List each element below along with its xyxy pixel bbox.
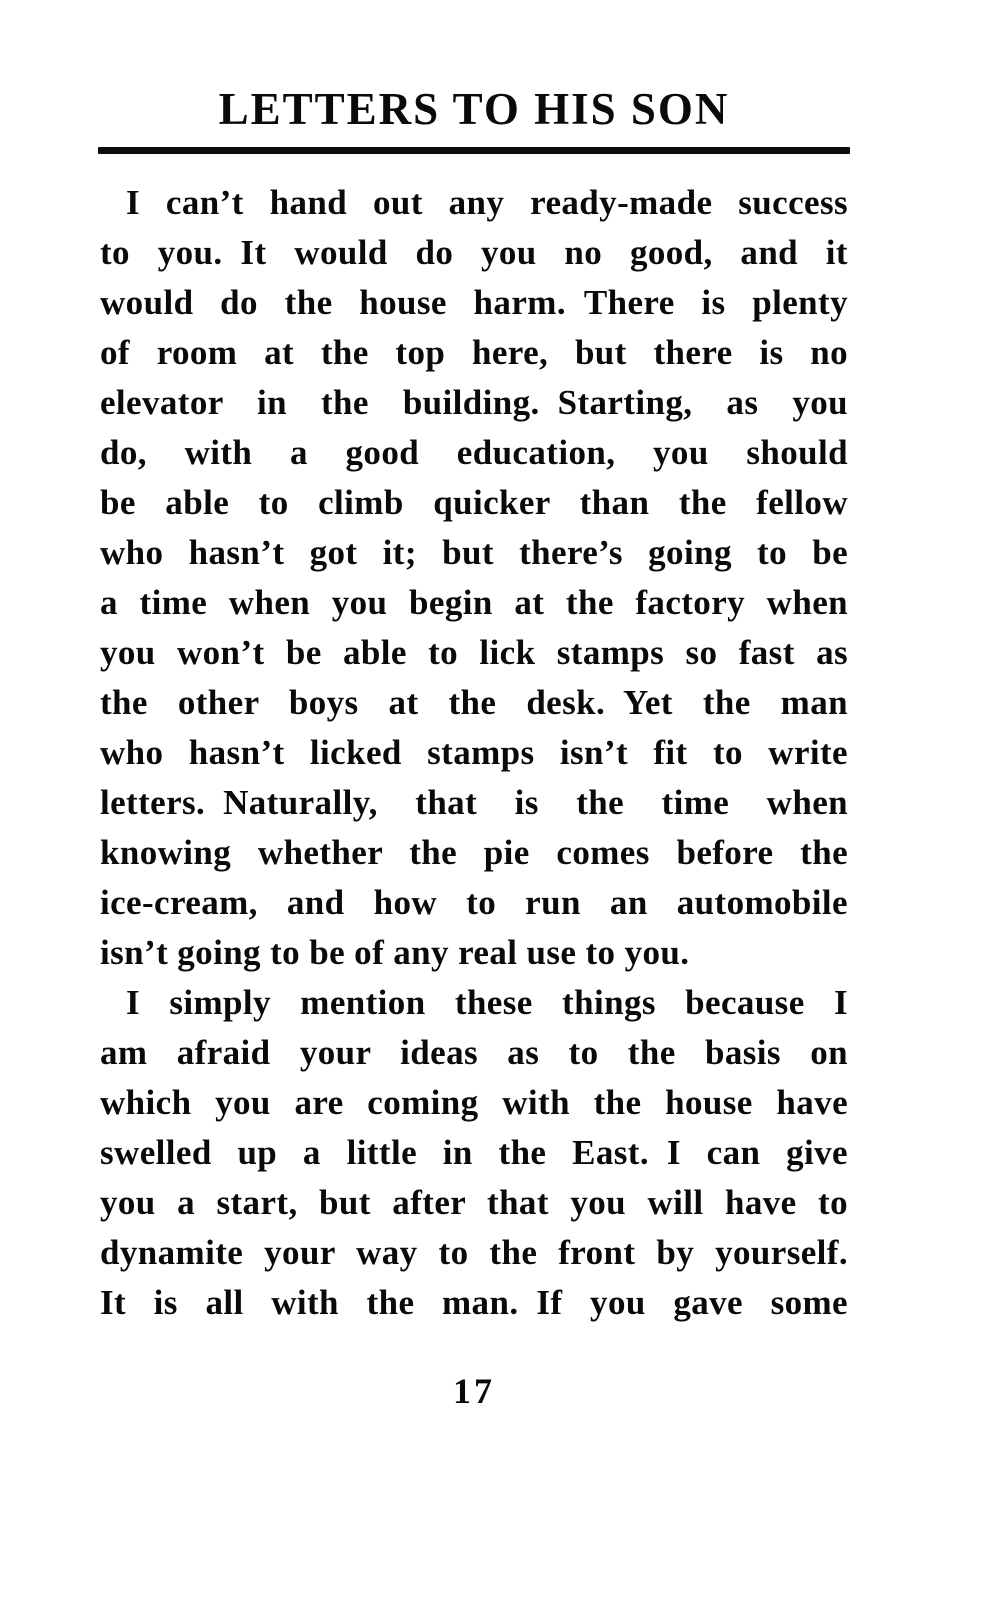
body-line: I can’t hand out any ready-made success [126, 183, 848, 223]
body-line: you a start, but after that you will have to [100, 1183, 848, 1223]
body-line: the other boys at the desk. Yet the man [100, 683, 848, 723]
body-line: would do the house harm. There is plenty [100, 283, 848, 323]
body-line: letters. Naturally, that is the time when [100, 783, 848, 823]
text-block [100, 0, 848, 1412]
body-line: knowing whether the pie comes before the [100, 833, 848, 873]
body-line: to you. It would do you no good, and it [100, 233, 848, 273]
body-line: a time when you begin at the factory when [100, 583, 848, 623]
body-line: of room at the top here, but there is no [100, 333, 848, 373]
body-line: who hasn’t licked stamps isn’t fit to write [100, 733, 848, 773]
body-line: isn’t going to be of any real use to you. [100, 933, 690, 973]
body-line: who hasn’t got it; but there’s going to be [100, 533, 848, 573]
body-line: dynamite your way to the front by yourself. [100, 1233, 848, 1273]
body-line: you won’t be able to lick stamps so fast as [100, 633, 848, 673]
page-title: LETTERS TO HIS SON [218, 84, 730, 134]
body-line: ice-cream, and how to run an automobile [100, 883, 848, 923]
body-line: swelled up a little in the East. I can give [100, 1133, 848, 1173]
body-line: do, with a good education, you should [100, 433, 848, 473]
body-text [100, 178, 848, 1328]
body-line: I simply mention these things because I [126, 983, 848, 1023]
body-line: am afraid your ideas as to the basis on [100, 1033, 848, 1073]
page-number: 17 [453, 1371, 495, 1412]
title-rule [98, 147, 850, 154]
body-line: elevator in the building. Starting, as you [100, 383, 848, 423]
body-line: be able to climb quicker than the fellow [100, 483, 848, 523]
body-line: It is all with the man. If you gave some [100, 1283, 848, 1323]
body-line: which you are coming with the house have [100, 1083, 848, 1123]
